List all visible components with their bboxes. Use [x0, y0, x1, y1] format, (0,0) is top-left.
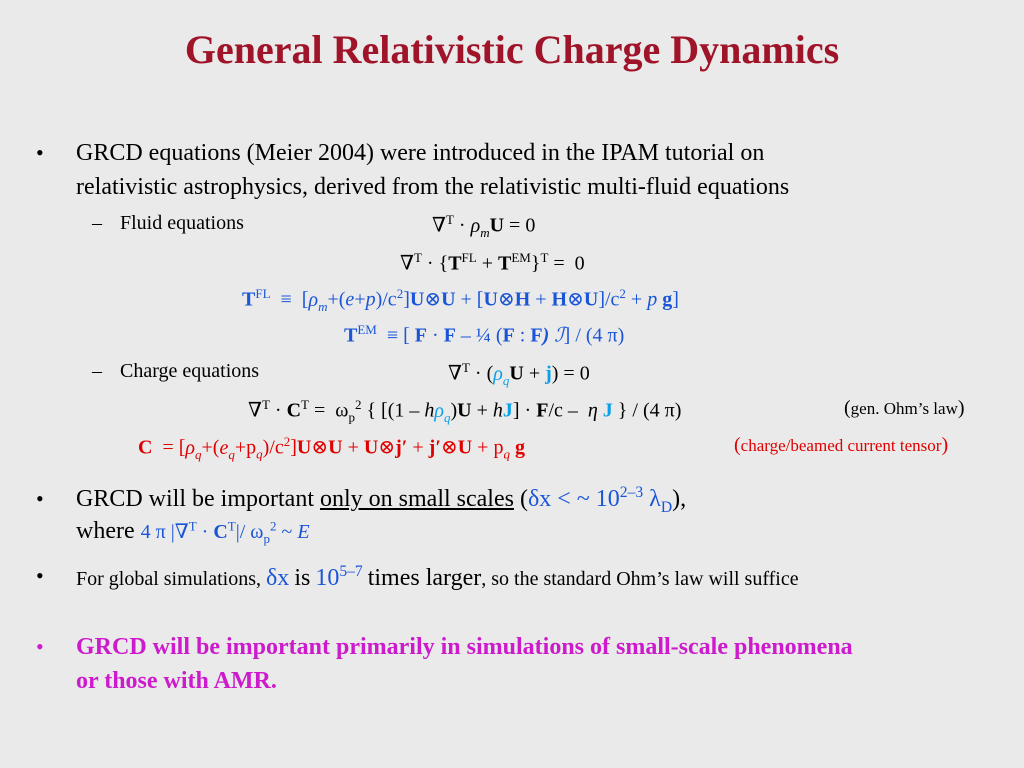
bullet-4-line-2: or those with AMR.	[76, 668, 277, 694]
bullet-1-line-2: relativistic astrophysics, derived from the relativistic multi-fluid equations	[76, 174, 790, 200]
bullet-2-line-2: where 4 π $|\nabla^T \cdot C^T|/$ $\omega_p^2$ ~ E	[76, 518, 310, 546]
charge-equations-label: Charge equations	[120, 360, 260, 382]
fluid-equations-label: Fluid equations	[120, 212, 244, 234]
dash-marker: –	[92, 212, 102, 234]
bullet-marker: •	[36, 140, 44, 165]
tensor-em-equation: $T^{EM}$ ≡ [ F · F – ¼ (F : F) ℐ] / (4 π)	[344, 322, 625, 347]
ohm-law-note: (gen. Ohm’s law)	[844, 397, 965, 419]
fluid-equation-2: $\nabla^T \cdot \{T^{FL} + T^{EM}\}^T = 0$	[400, 250, 585, 275]
c-tensor-equation: $C = [\rho_q+(e_q+p_q)/c^2]U\otimes U$ + U⊗j′ + j′⊗U + $p_q$ g	[138, 434, 525, 462]
bullet-marker: •	[36, 563, 44, 588]
fluid-equation-1: $\nabla^T \cdot \rho_mU = 0$	[432, 212, 536, 240]
bullet-1-line-1: GRCD equations (Meier 2004) were introduced in the IPAM tutorial on	[76, 140, 765, 166]
dash-marker: –	[92, 360, 102, 382]
bullet-4-line-1: GRCD will be important primarily in simulations of small-scale phenomena	[76, 634, 853, 660]
charge-equation-2: $\nabla^T \cdot C^T = \omega_p^2$ { $[(1 - h\rho_q)U + hJ] \cdot F/c - \eta$ J } / (4 π)	[248, 397, 682, 425]
tensor-note: (charge/beamed current tensor)	[734, 434, 949, 456]
tensor-fl-equation: $T^{FL}$ ≡ $[\rho_m+(e+p)/c^2]U\otimes U$ + [U⊗H + $H\otimes U]/c^2 + p$ g]	[242, 286, 679, 314]
charge-equation-1: $\nabla^T \cdot (\rho_qU + j) = 0$	[448, 360, 590, 388]
bullet-marker: •	[36, 634, 44, 659]
page-title: General Relativistic Charge Dynamics	[184, 27, 840, 72]
bullet-2-line-1: GRCD will be important only on small scales (δx < ~ 10$^{2-3}$ $\lambda_D$),	[76, 484, 687, 516]
bullet-marker: •	[36, 486, 44, 511]
bullet-3-line: For global simulations, δx is 10$^{5-7}$ times larger, so the standard Ohm’s law will suffice	[76, 563, 799, 591]
